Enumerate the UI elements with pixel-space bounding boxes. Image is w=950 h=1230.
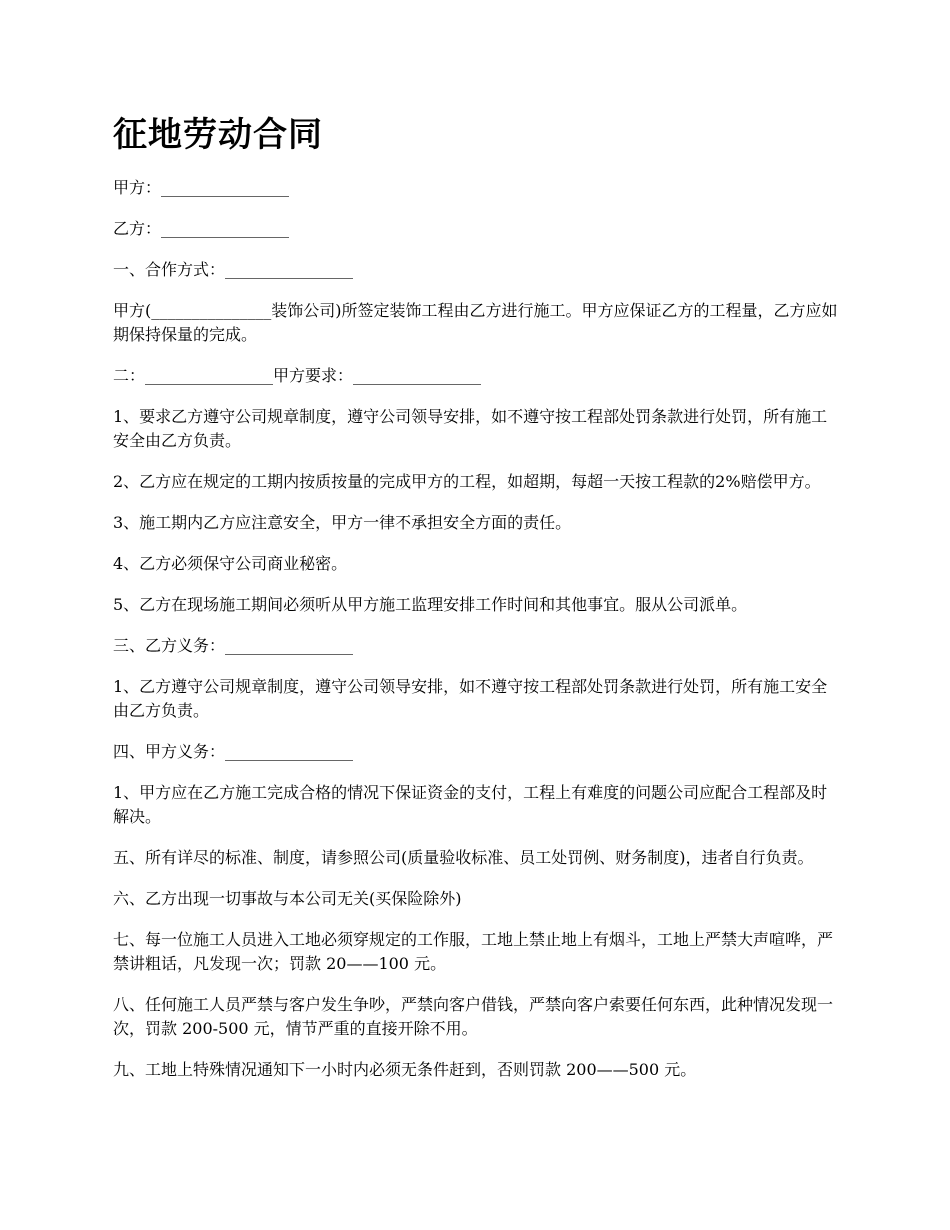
section-5-paragraph: 五、所有详尽的标准、制度，请参照公司(质量验收标准、员工处罚例、财务制度)，违者自行负责。 — [113, 848, 814, 867]
section-2-item-2: 2、乙方应在规定的工期内按质按量的完成甲方的工程，如超期，每超一天按工程款的2%赔偿甲方。 — [113, 472, 821, 491]
section-1-heading: 一、合作方式：________________ — [113, 260, 354, 279]
section-8-paragraph: 八、任何施工人员严禁与客户发生争吵，严禁向客户借钱，严禁向客户索要任何东西，此种情况发现一次，罚款 200-500 元，情节严重的直接开除不用。 — [113, 995, 834, 1038]
section-4-item-1: 1、甲方应在乙方施工完成合格的情况下保证资金的支付，工程上有难度的问题公司应配合工程部及时解决。 — [113, 783, 828, 826]
section-3-item-1: 1、乙方遵守公司规章制度，遵守公司领导安排，如不遵守按工程部处罚条款进行处罚，所有施工安全由乙方负责。 — [113, 677, 828, 720]
section-2-item-1: 1、要求乙方遵守公司规章制度，遵守公司领导安排，如不遵守按工程部处罚条款进行处罚，所有施工安全由乙方负责。 — [113, 407, 828, 450]
section-2-item-5: 5、乙方在现场施工期间必须听从甲方施工监理安排工作时间和其他事宜。服从公司派单。 — [113, 595, 748, 614]
document-title: 征地劳动合同 — [113, 115, 323, 155]
section-2-item-4: 4、乙方必须保守公司商业秘密。 — [113, 554, 348, 573]
party-a-line: 甲方：________________ — [113, 178, 290, 197]
document-page — [113, 108, 843, 1099]
section-3-heading: 三、乙方义务：________________ — [113, 636, 354, 655]
section-9-paragraph: 九、工地上特殊情况通知下一小时内必须无条件赶到，否则罚款 200——500 元。 — [113, 1060, 697, 1079]
section-6-paragraph: 六、乙方出现一切事故与本公司无关(买保险除外) — [113, 889, 462, 908]
section-1-paragraph: 甲方(_______________装饰公司)所签定装饰工程由乙方进行施工。甲方应保证乙方的工程量，乙方应如期保持保量的完成。 — [113, 301, 838, 344]
section-4-heading: 四、甲方义务：________________ — [113, 742, 354, 761]
section-2-heading: 二：________________甲方要求：________________ — [113, 366, 482, 385]
section-7-paragraph: 七、每一位施工人员进入工地必须穿规定的工作服，工地上禁止地上有烟斗，工地上严禁大声喧哗，严禁讲粗话，凡发现一次；罚款 20——100 元。 — [113, 930, 834, 973]
party-b-line: 乙方：________________ — [113, 219, 290, 238]
section-2-item-3: 3、施工期内乙方应注意安全，甲方一律不承担安全方面的责任。 — [113, 513, 572, 532]
